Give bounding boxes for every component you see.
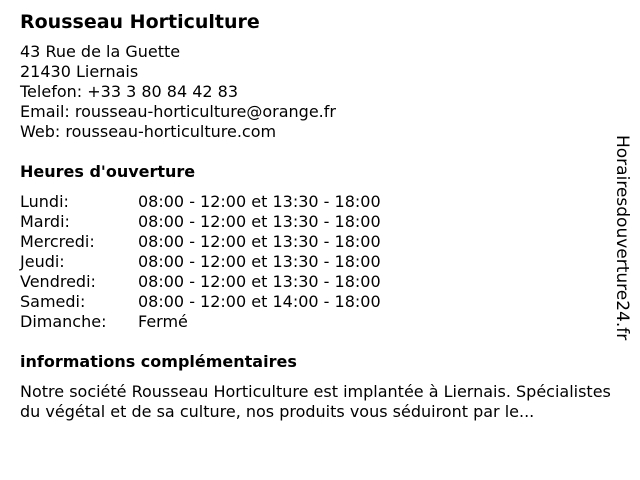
- hours-day: Mardi:: [20, 212, 70, 231]
- hours-row-tuesday: [20, 212, 620, 232]
- hours-row-thursday: [20, 252, 620, 272]
- business-card: [20, 10, 620, 422]
- hours-time: 08:00 - 12:00 et 13:30 - 18:00: [138, 232, 381, 251]
- hours-time: 08:00 - 12:00 et 13:30 - 18:00: [138, 272, 381, 291]
- hours-row-saturday: [20, 292, 620, 312]
- hours-time: Fermé: [138, 312, 188, 331]
- city-address: 21430 Liernais: [20, 62, 139, 81]
- hours-day: Lundi:: [20, 192, 69, 211]
- email-line: Email: rousseau-horticulture@orange.fr: [20, 102, 336, 121]
- hours-day: Dimanche:: [20, 312, 107, 331]
- hours-row-sunday: [20, 312, 620, 332]
- hours-row-wednesday: [20, 232, 620, 252]
- info-heading: informations complémentaires: [20, 352, 297, 371]
- hours-time: 08:00 - 12:00 et 13:30 - 18:00: [138, 192, 381, 211]
- street-address: 43 Rue de la Guette: [20, 42, 181, 61]
- info-text: Notre société Rousseau Horticulture est implantée à Liernais. Spécialistes du végétal et de sa culture, nos produits vous séduiront par le...: [20, 382, 611, 421]
- business-name: Rousseau Horticulture: [20, 11, 260, 33]
- hours-row-friday: [20, 272, 620, 292]
- web-line: Web: rousseau-horticulture.com: [20, 122, 277, 141]
- address-block: [20, 42, 620, 142]
- hours-table: [20, 192, 620, 332]
- hours-day: Jeudi:: [20, 252, 65, 271]
- hours-time: 08:00 - 12:00 et 14:00 - 18:00: [138, 292, 381, 311]
- hours-time: 08:00 - 12:00 et 13:30 - 18:00: [138, 252, 381, 271]
- hours-heading: Heures d'ouverture: [20, 162, 196, 181]
- hours-day: Samedi:: [20, 292, 86, 311]
- hours-day: Mercredi:: [20, 232, 95, 251]
- hours-row-monday: [20, 192, 620, 212]
- hours-time: 08:00 - 12:00 et 13:30 - 18:00: [138, 212, 381, 231]
- side-brand-watermark: Horairesdouverture24.fr: [612, 135, 632, 341]
- phone-line: Telefon: +33 3 80 84 42 83: [20, 82, 239, 101]
- hours-day: Vendredi:: [20, 272, 96, 291]
